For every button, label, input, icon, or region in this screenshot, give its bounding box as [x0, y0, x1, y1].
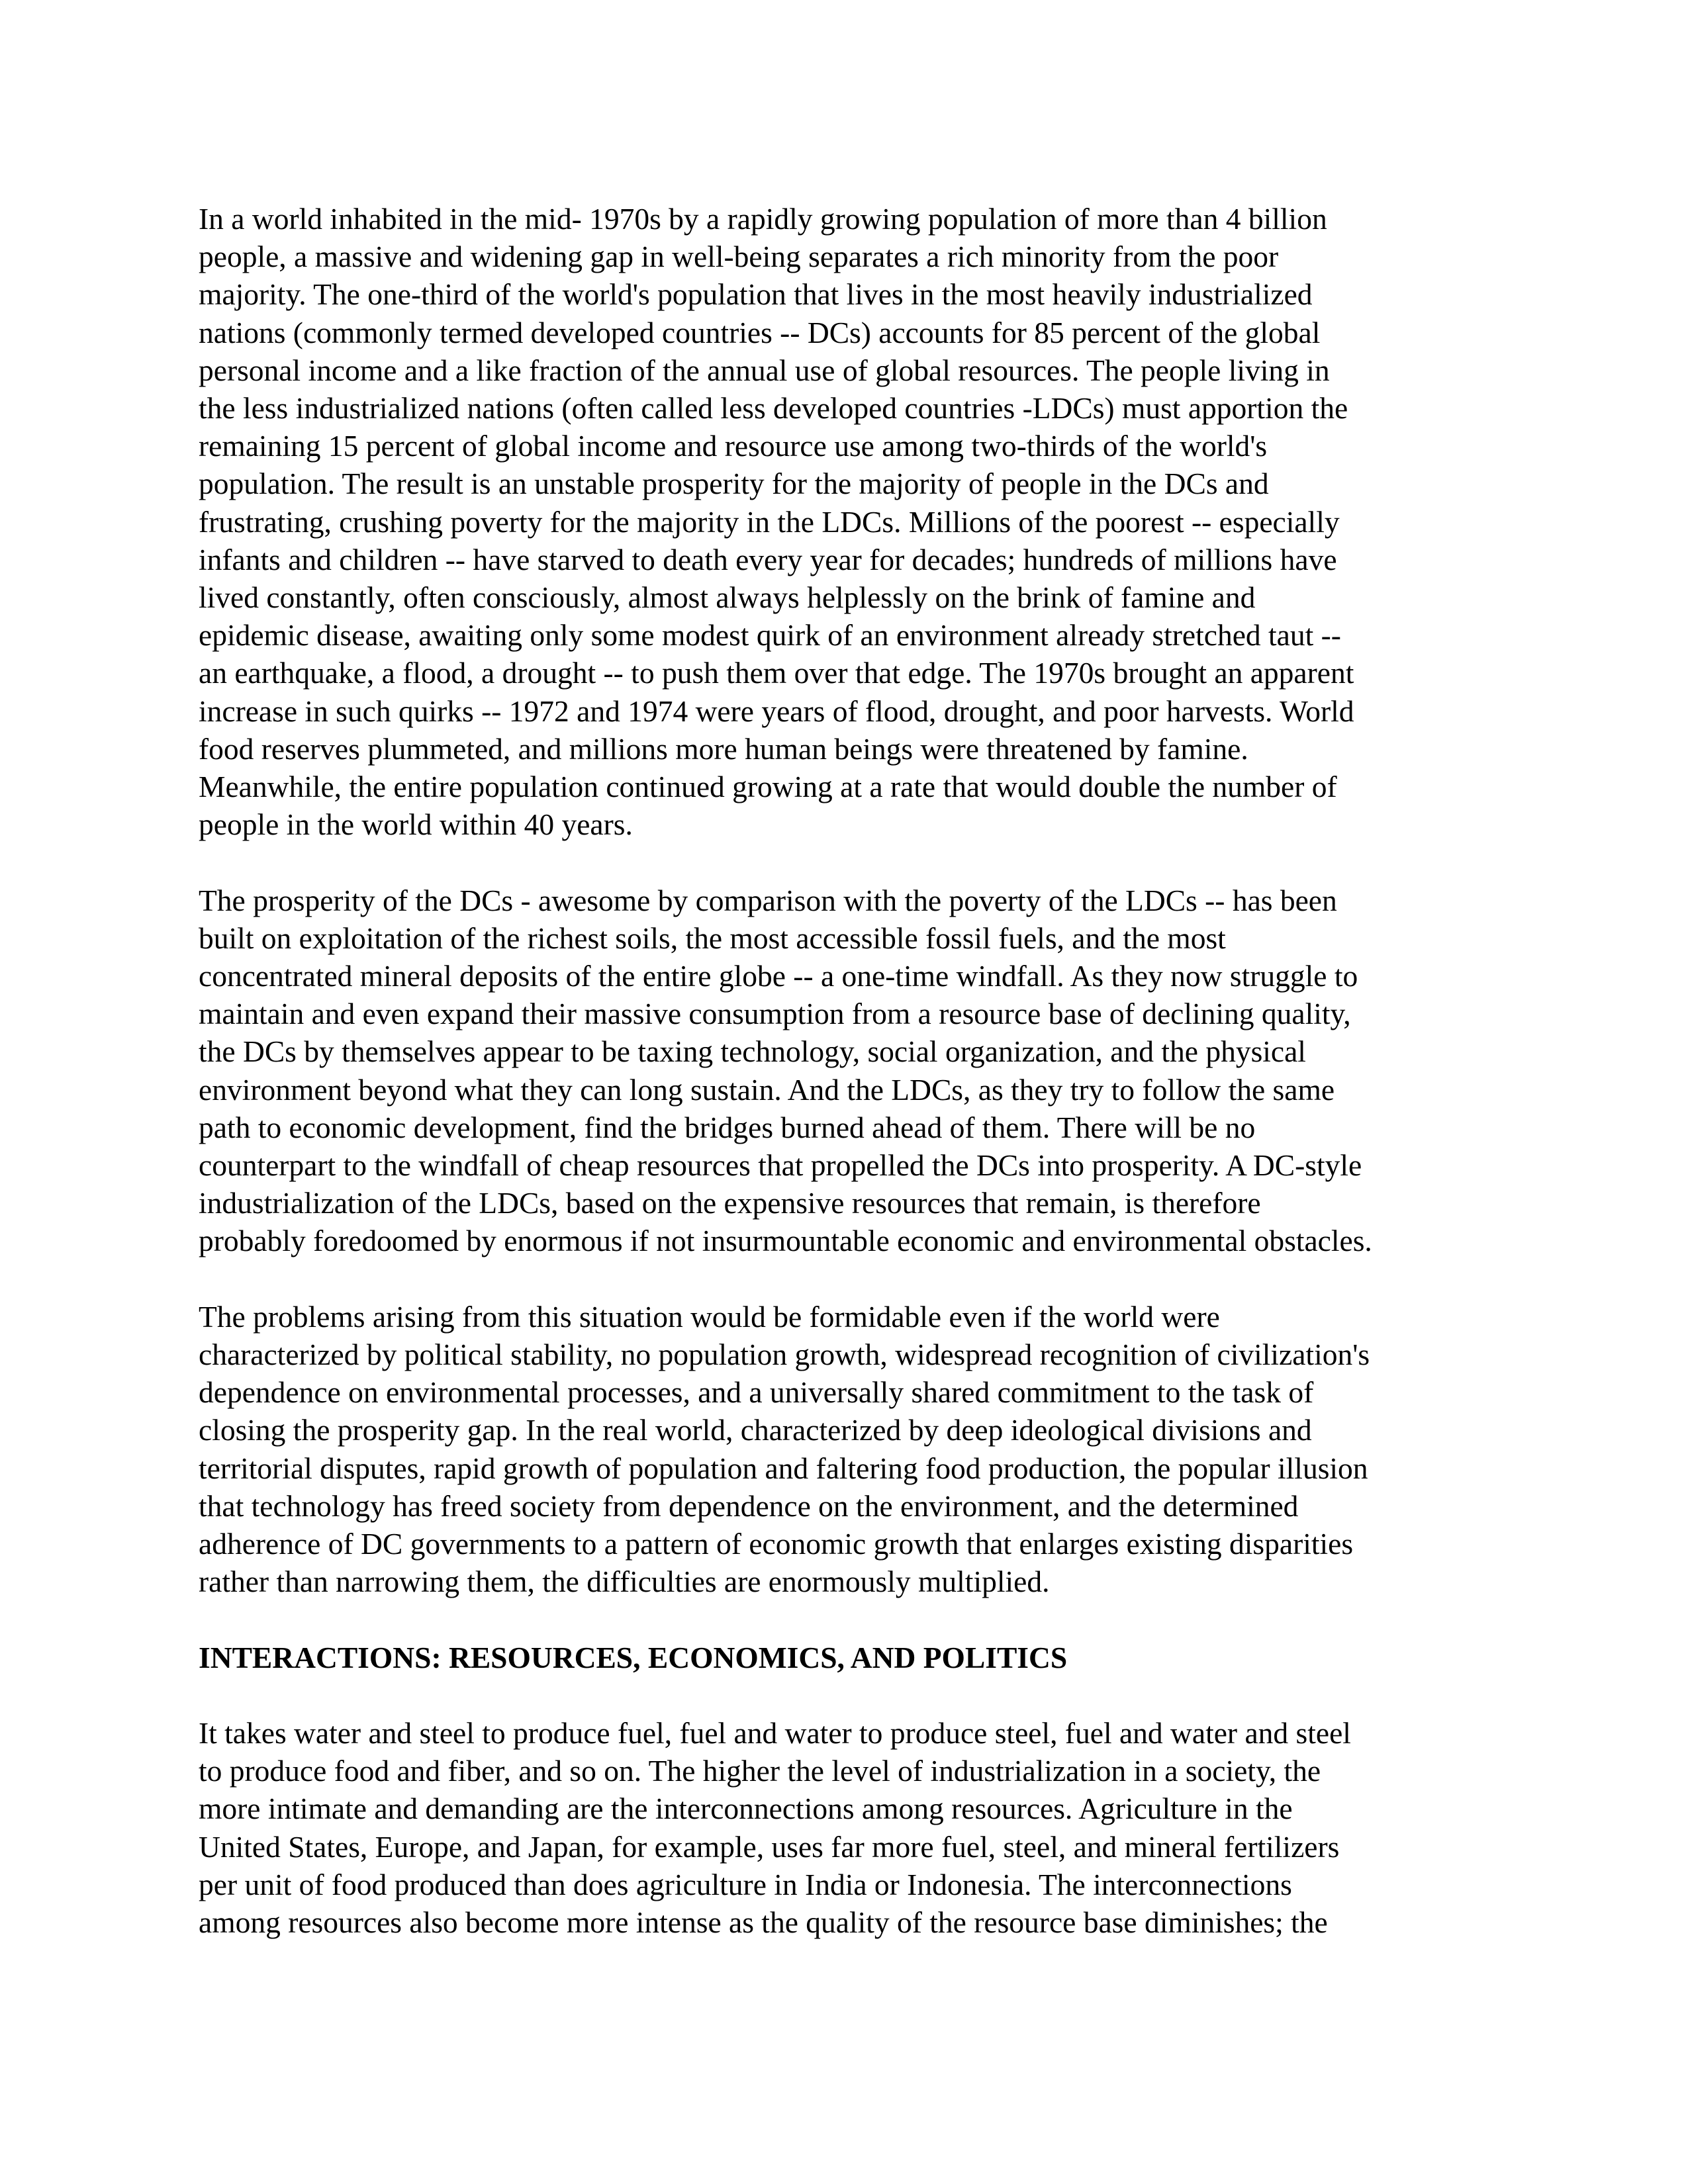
text-line: remaining 15 percent of global income and resource use among two-thirds of the world's	[199, 429, 1268, 463]
text-line: closing the prosperity gap. In the real world, characterized by deep ideological divisions and	[199, 1413, 1312, 1447]
text-line: lived constantly, often consciously, almost always helplessly on the brink of famine and	[199, 580, 1256, 615]
text-line: majority. The one-third of the world's population that lives in the most heavily industrialized	[199, 277, 1313, 312]
text-line: epidemic disease, awaiting only some modest quirk of an environment already stretched taut --	[199, 618, 1341, 653]
text-line: industrialization of the LDCs, based on the expensive resources that remain, is therefore	[199, 1186, 1261, 1220]
text-line: characterized by political stability, no population growth, widespread recognition of civilization's	[199, 1338, 1370, 1372]
text-line: The problems arising from this situation would be formidable even if the world were	[199, 1299, 1220, 1334]
text-line: increase in such quirks -- 1972 and 1974 were years of flood, drought, and poor harvests. World	[199, 694, 1354, 728]
text-line: counterpart to the windfall of cheap resources that propelled the DCs into prosperity. A DC-style	[199, 1148, 1362, 1183]
text-line: frustrating, crushing poverty for the majority in the LDCs. Millions of the poorest -- especially	[199, 504, 1340, 539]
text-line: food reserves plummeted, and millions more human beings were threatened by famine.	[199, 731, 1248, 766]
text-line: population. The result is an unstable prosperity for the majority of people in the DCs and	[199, 467, 1269, 501]
text-line: built on exploitation of the richest soils, the most accessible fossil fuels, and the most	[199, 921, 1226, 955]
text-line: environment beyond what they can long sustain. And the LDCs, as they try to follow the same	[199, 1072, 1335, 1107]
text-line: among resources also become more intense as the quality of the resource base diminishes; the	[199, 1905, 1328, 1940]
text-line: that technology has freed society from dependence on the environment, and the determined	[199, 1488, 1299, 1523]
paragraph-3	[199, 1298, 1489, 1601]
paragraph-4	[199, 1714, 1489, 1941]
text-line: United States, Europe, and Japan, for example, uses far more fuel, steel, and mineral fertilizers	[199, 1829, 1340, 1864]
text-line: path to economic development, find the bridges burned ahead of them. There will be no	[199, 1110, 1256, 1144]
text-line: territorial disputes, rapid growth of population and faltering food production, the popular illusion	[199, 1451, 1368, 1485]
text-line: an earthquake, a flood, a drought -- to push them over that edge. The 1970s brought an apparent	[199, 656, 1354, 690]
text-line: maintain and even expand their massive consumption from a resource base of declining quality,	[199, 997, 1351, 1031]
text-line: people in the world within 40 years.	[199, 807, 633, 842]
text-line: nations (commonly termed developed countries -- DCs) accounts for 85 percent of the global	[199, 315, 1321, 349]
text-line: It takes water and steel to produce fuel, fuel and water to produce steel, fuel and water and steel	[199, 1716, 1351, 1751]
text-line: Meanwhile, the entire population continued growing at a rate that would double the number of	[199, 770, 1337, 804]
section-heading: INTERACTIONS: RESOURCES, ECONOMICS, AND POLITICS	[199, 1640, 1068, 1674]
document-body	[199, 200, 1489, 1979]
text-line: rather than narrowing them, the difficulties are enormously multiplied.	[199, 1565, 1050, 1599]
text-line: the less industrialized nations (often called less developed countries -LDCs) must apportion the	[199, 391, 1348, 426]
text-line: the DCs by themselves appear to be taxing technology, social organization, and the physical	[199, 1034, 1306, 1069]
text-line: per unit of food produced than does agriculture in India or Indonesia. The interconnections	[199, 1867, 1292, 1901]
text-line: dependence on environmental processes, and a universally shared commitment to the task of	[199, 1375, 1314, 1410]
text-line: probably foredoomed by enormous if not insurmountable economic and environmental obstacles.	[199, 1224, 1372, 1258]
text-line: infants and children -- have starved to death every year for decades; hundreds of millions have	[199, 542, 1337, 576]
text-line: more intimate and demanding are the interconnections among resources. Agriculture in the	[199, 1792, 1293, 1826]
text-line: personal income and a like fraction of the annual use of global resources. The people living in	[199, 353, 1330, 387]
text-line: concentrated mineral deposits of the entire globe -- a one-time windfall. As they now struggle to	[199, 959, 1358, 993]
paragraph-1	[199, 200, 1489, 843]
text-line: adherence of DC governments to a pattern of economic growth that enlarges existing disparities	[199, 1527, 1354, 1561]
text-line: The prosperity of the DCs - awesome by comparison with the poverty of the LDCs -- has been	[199, 883, 1337, 917]
paragraph-2	[199, 882, 1489, 1260]
text-line: to produce food and fiber, and so on. The higher the level of industrialization in a society, the	[199, 1754, 1321, 1788]
text-line: In a world inhabited in the mid- 1970s by a rapidly growing population of more than 4 billion	[199, 202, 1327, 236]
text-line: people, a massive and widening gap in well-being separates a rich minority from the poor	[199, 240, 1279, 274]
